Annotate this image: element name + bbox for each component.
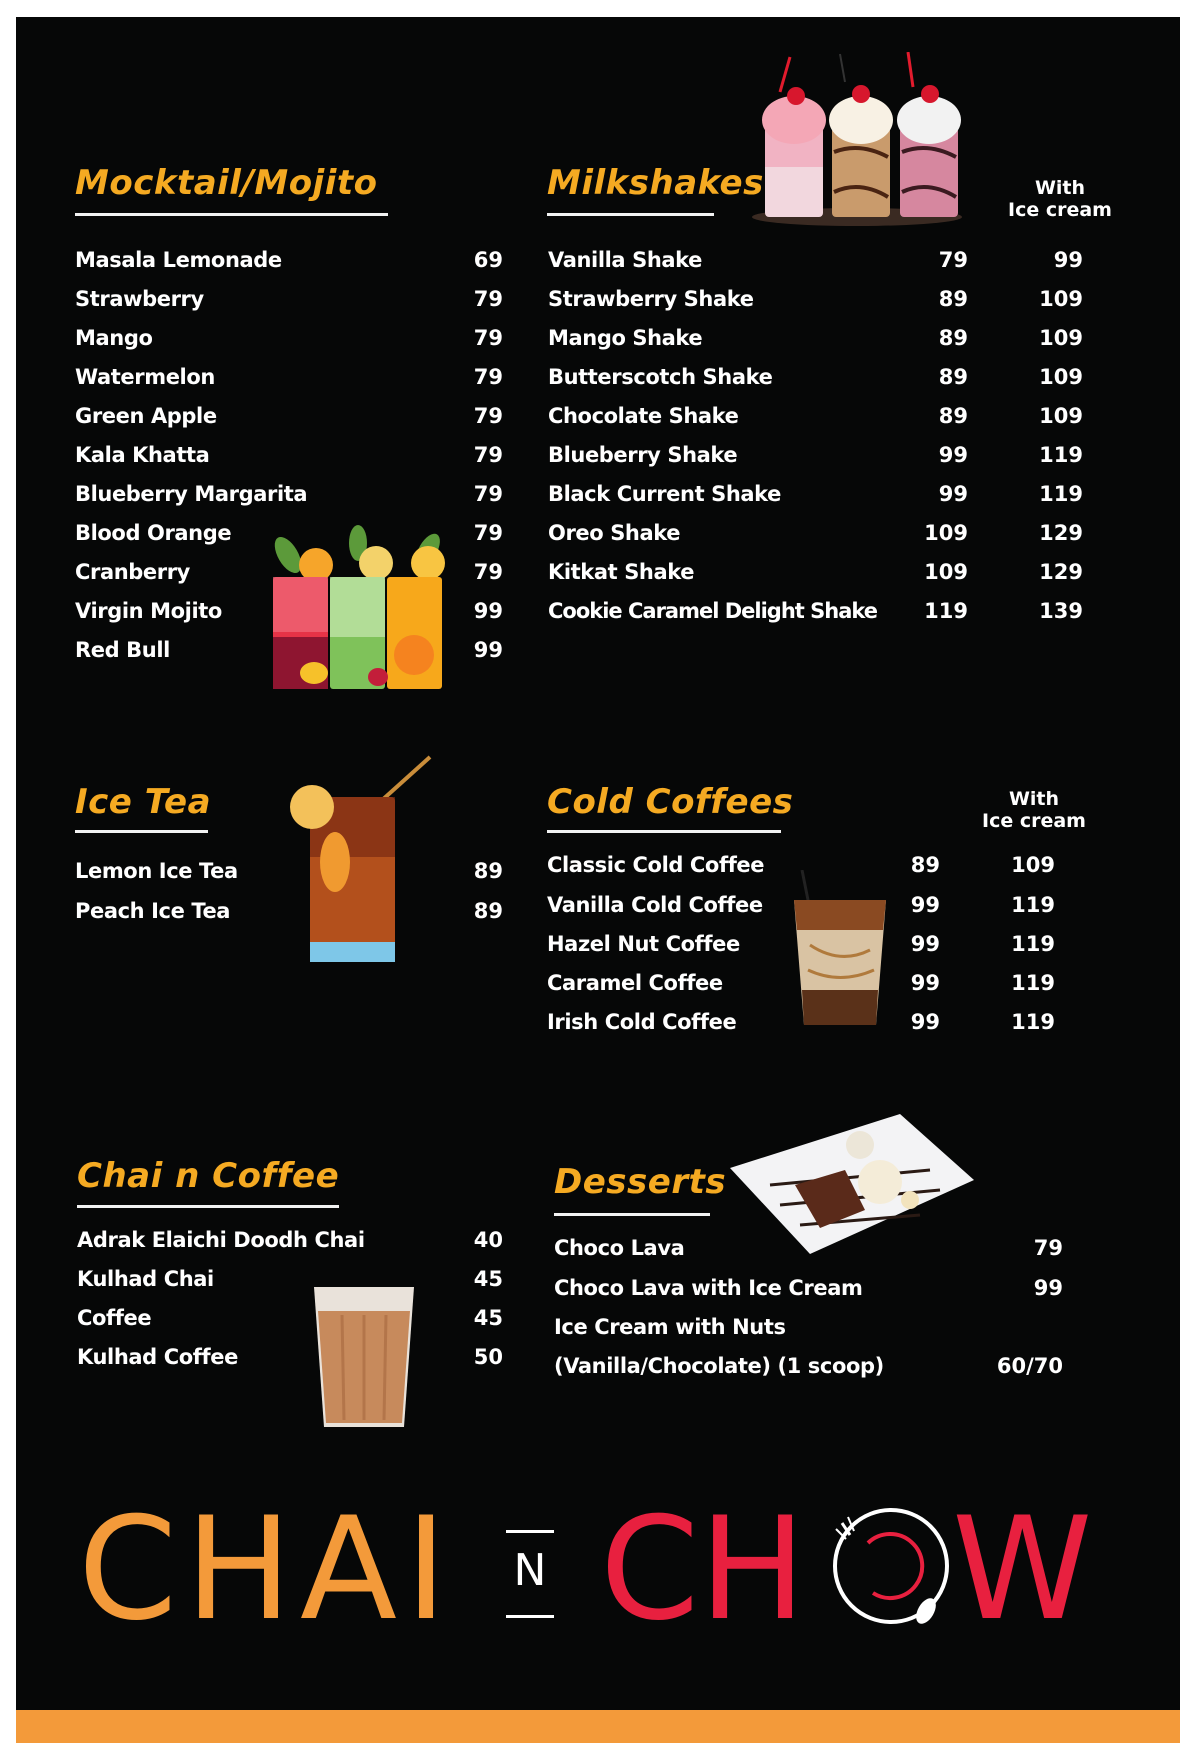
menu-item-name: Blood Orange <box>75 521 232 545</box>
menu-item-name: Blueberry Margarita <box>75 482 308 506</box>
menu-item-price: 79 <box>473 443 503 467</box>
column-header-with-ice-cream <box>964 788 1104 832</box>
menu-item-name: Classic Cold Coffee <box>547 853 765 877</box>
menu-item-price: 89 <box>473 859 503 883</box>
menu-item-price: 99 <box>910 1010 940 1034</box>
menu-item-price: 109 <box>924 521 968 545</box>
menu-item-price-with-ice-cream: 129 <box>1039 560 1083 584</box>
menu-item-name: (Vanilla/Chocolate) (1 scoop) <box>554 1354 884 1378</box>
menu-item-name: Mango Shake <box>548 326 703 350</box>
menu-item-price-with-ice-cream: 129 <box>1039 521 1083 545</box>
menu-item-price: 79 <box>473 482 503 506</box>
section-underline <box>554 1213 710 1216</box>
menu-item-price-with-ice-cream: 119 <box>1011 1010 1055 1034</box>
menu-item-price-with-ice-cream: 99 <box>1053 248 1083 272</box>
menu-item-name: Caramel Coffee <box>547 971 723 995</box>
menu-item-price: 99 <box>473 599 503 623</box>
menu-item-price: 89 <box>910 853 940 877</box>
column-header-line1: With <box>1034 177 1086 199</box>
section-title-ice-tea: Ice Tea <box>75 782 212 822</box>
menu-item-name: Strawberry Shake <box>548 287 754 311</box>
section-underline <box>75 830 208 833</box>
menu-item-price-with-ice-cream: 119 <box>1039 482 1083 506</box>
menu-item-name: Coffee <box>77 1306 152 1330</box>
menu-item-name: Oreo Shake <box>548 521 681 545</box>
menu-item-name: Lemon Ice Tea <box>75 859 238 883</box>
menu-item-price: 50 <box>473 1345 503 1369</box>
column-header-with-ice-cream <box>990 177 1130 221</box>
menu-item-price: 89 <box>473 899 503 923</box>
chai-glass-image <box>312 1285 416 1430</box>
menu-item-price: 45 <box>473 1267 503 1291</box>
menu-item-name: Adrak Elaichi Doodh Chai <box>77 1228 365 1252</box>
menu-item-price-with-ice-cream: 119 <box>1011 893 1055 917</box>
menu-item-price: 79 <box>473 560 503 584</box>
logo-connector-n: N <box>506 1530 554 1618</box>
menu-item-price: 99 <box>473 638 503 662</box>
menu-item-name: Cookie Caramel Delight Shake <box>548 599 878 623</box>
menu-item-price: 79 <box>473 365 503 389</box>
menu-item-price-with-ice-cream: 119 <box>1011 932 1055 956</box>
menu-item-name: Masala Lemonade <box>75 248 282 272</box>
logo-word-w: W <box>952 1487 1093 1652</box>
section-title-desserts: Desserts <box>554 1162 727 1202</box>
menu-item-price: 119 <box>924 599 968 623</box>
column-header-line2: Ice cream <box>982 810 1086 832</box>
menu-item-price-with-ice-cream: 109 <box>1039 326 1083 350</box>
menu-item-name: Hazel Nut Coffee <box>547 932 740 956</box>
menu-item-name: Red Bull <box>75 638 170 662</box>
menu-item-name: Butterscotch Shake <box>548 365 773 389</box>
menu-item-name: Ice Cream with Nuts <box>554 1315 786 1339</box>
menu-item-price: 99 <box>910 971 940 995</box>
menu-item-price-with-ice-cream: 109 <box>1011 853 1055 877</box>
menu-item-name: Vanilla Cold Coffee <box>547 893 763 917</box>
menu-item-name: Black Current Shake <box>548 482 782 506</box>
menu-item-price: 79 <box>473 287 503 311</box>
menu-item-price: 40 <box>473 1228 503 1252</box>
menu-item-name: Kitkat Shake <box>548 560 695 584</box>
section-title-chai-n-coffee: Chai n Coffee <box>77 1156 340 1196</box>
menu-item-price: 99 <box>938 482 968 506</box>
footer-bar <box>16 1710 1180 1743</box>
menu-item-name: Green Apple <box>75 404 217 428</box>
menu-item-name: Watermelon <box>75 365 215 389</box>
plate-fork-spoon-icon <box>828 1503 954 1629</box>
section-underline <box>77 1205 339 1208</box>
menu-item-price: 79 <box>938 248 968 272</box>
menu-item-price: 79 <box>473 521 503 545</box>
menu-item-name: Irish Cold Coffee <box>547 1010 737 1034</box>
menu-item-name: Blueberry Shake <box>548 443 738 467</box>
dessert-plate-image <box>730 1110 980 1260</box>
section-underline <box>547 830 781 833</box>
menu-item-price: 79 <box>1033 1236 1063 1260</box>
section-underline <box>547 213 714 216</box>
menu-item-name: Kulhad Coffee <box>77 1345 238 1369</box>
column-header-line2: Ice cream <box>1008 199 1112 221</box>
logo-word-chai: CHAI <box>78 1487 455 1652</box>
menu-item-name: Vanilla Shake <box>548 248 702 272</box>
menu-item-price: 99 <box>938 443 968 467</box>
menu-item-price-with-ice-cream: 109 <box>1039 404 1083 428</box>
section-title-cold-coffees: Cold Coffees <box>547 782 794 822</box>
ice-tea-glass-image <box>280 752 440 967</box>
menu-item-name: Choco Lava with Ice Cream <box>554 1276 863 1300</box>
menu-item-price-with-ice-cream: 119 <box>1039 443 1083 467</box>
section-underline <box>75 213 388 216</box>
menu-item-name: Virgin Mojito <box>75 599 222 623</box>
menu-item-price: 109 <box>924 560 968 584</box>
menu-item-name: Cranberry <box>75 560 190 584</box>
menu-item-price-with-ice-cream: 119 <box>1011 971 1055 995</box>
menu-item-name: Kala Khatta <box>75 443 210 467</box>
section-title-mocktail: Mocktail/Mojito <box>75 163 378 203</box>
milkshake-glasses-image <box>750 52 965 227</box>
menu-item-name: Chocolate Shake <box>548 404 739 428</box>
menu-item-name: Mango <box>75 326 153 350</box>
menu-item-name: Peach Ice Tea <box>75 899 231 923</box>
menu-item-price: 60/70 <box>996 1354 1063 1378</box>
section-title-milkshakes: Milkshakes <box>547 163 764 203</box>
menu-item-price: 89 <box>938 326 968 350</box>
menu-item-price: 89 <box>938 365 968 389</box>
menu-item-price: 89 <box>938 404 968 428</box>
menu-item-price: 99 <box>910 932 940 956</box>
menu-item-price-with-ice-cream: 139 <box>1039 599 1083 623</box>
menu-item-price: 89 <box>938 287 968 311</box>
menu-item-price: 69 <box>473 248 503 272</box>
mocktail-glasses-image <box>258 525 458 695</box>
logo-word-ch: CH <box>600 1487 806 1652</box>
menu-item-price: 79 <box>473 404 503 428</box>
menu-item-price: 45 <box>473 1306 503 1330</box>
menu-item-price: 99 <box>910 893 940 917</box>
column-header-line1: With <box>1008 788 1060 810</box>
menu-item-price-with-ice-cream: 109 <box>1039 287 1083 311</box>
menu-item-price-with-ice-cream: 109 <box>1039 365 1083 389</box>
menu-item-price: 99 <box>1033 1276 1063 1300</box>
menu-item-price: 79 <box>473 326 503 350</box>
menu-item-name: Kulhad Chai <box>77 1267 214 1291</box>
menu-item-name: Choco Lava <box>554 1236 685 1260</box>
menu-item-name: Strawberry <box>75 287 204 311</box>
